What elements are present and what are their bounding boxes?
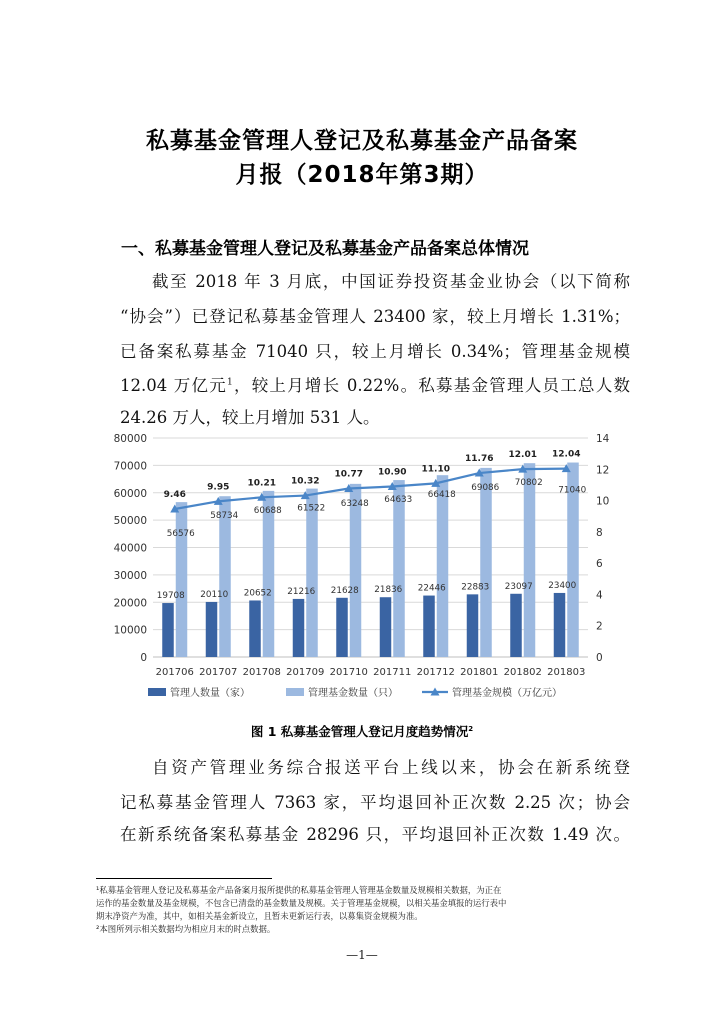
right-axis-tick-label: 0 — [596, 652, 603, 664]
bar-managers-201707 — [206, 602, 218, 657]
legend-label-managers: 管理人数量（家） — [170, 688, 250, 699]
data-label-funds: 69086 — [471, 482, 500, 493]
para2-line-3: 在新系统备案私募基金 28296 只，平均退回补正次数 1.49 次。 — [120, 825, 630, 844]
right-axis-tick-label: 14 — [596, 433, 610, 445]
trend-chart — [108, 428, 618, 718]
bar-managers-201709 — [293, 599, 305, 657]
data-label-funds: 63248 — [340, 498, 369, 509]
left-axis-tick-label: 70000 — [113, 460, 147, 473]
left-axis-tick-label: 40000 — [113, 542, 147, 555]
data-label-funds: 58734 — [210, 511, 239, 522]
right-axis-tick-label: 8 — [596, 526, 603, 539]
bar-managers-201801 — [467, 594, 479, 657]
footnote-2: ²本图所列示相关数据均为相应月末的时点数据。 — [96, 924, 276, 934]
page-number: —1— — [346, 948, 378, 962]
para1-line-2: “协会”）已登记私募基金管理人 23400 家，较上月增长 1.31%； — [120, 307, 630, 326]
x-tick-label: 201801 — [460, 667, 499, 678]
x-tick-label: 201803 — [547, 667, 586, 678]
bar-funds-201801 — [480, 468, 492, 657]
data-label-managers: 20110 — [200, 589, 229, 600]
legend-label-scale: 管理基金规模（万亿元） — [452, 688, 562, 699]
para1-line-4-a: 12.04 万亿元 — [120, 376, 227, 395]
bar-managers-201710 — [336, 598, 348, 657]
para1-line-4 — [120, 372, 630, 396]
data-label-scale: 12.01 — [508, 450, 537, 461]
bar-funds-201711 — [393, 480, 405, 657]
left-axis-tick-label: 60000 — [113, 487, 147, 500]
figure-caption-text: 图 1 私募基金管理人登记月度趋势情况 — [250, 724, 469, 739]
data-label-funds: 70802 — [514, 478, 543, 489]
left-axis-tick-label: 10000 — [113, 624, 147, 637]
bar-managers-201711 — [380, 597, 392, 657]
data-label-managers: 20652 — [243, 588, 272, 599]
footnote-ref-2: 2 — [468, 724, 474, 733]
legend-label-funds: 管理基金数量（只） — [308, 688, 398, 699]
report-title-line-2: 月报（2018年第3期） — [235, 162, 489, 188]
data-label-scale: 9.95 — [207, 482, 230, 493]
x-tick-label: 201712 — [416, 667, 455, 678]
data-label-funds: 61522 — [297, 503, 326, 514]
para2-line-2: 记私募基金管理人 7363 家，平均退回补正次数 2.25 次；协会 — [120, 793, 630, 812]
legend-swatch-funds — [286, 688, 304, 696]
x-tick-label: 201710 — [329, 667, 368, 678]
left-axis-tick-label: 20000 — [113, 597, 147, 610]
footnote-1-line-2: 运作的基金数量及基金规模，不包含已清盘的基金数量及规模。关于管理基金规模，以相关基金填报的运行表中 — [96, 898, 507, 908]
data-label-scale: 10.32 — [291, 476, 320, 487]
data-label-managers: 23097 — [504, 581, 533, 592]
bar-funds-201706 — [176, 502, 188, 657]
para2-line-1: 自资产管理业务综合报送平台上线以来，协会在新系统登 — [152, 758, 630, 777]
data-label-funds: 56576 — [166, 529, 195, 540]
para1-line-4-b: ，较上月增长 0.22%。私募基金管理人员工总人数 — [232, 376, 630, 395]
data-label-scale: 10.77 — [334, 469, 363, 480]
data-label-funds: 66418 — [427, 490, 456, 501]
data-label-managers: 21216 — [287, 586, 316, 597]
data-label-managers: 21628 — [330, 585, 359, 596]
bar-managers-201708 — [249, 600, 261, 657]
data-label-scale: 11.76 — [465, 454, 494, 465]
x-tick-label: 201708 — [242, 667, 281, 678]
data-label-managers: 22446 — [417, 583, 446, 594]
data-label-managers: 19708 — [156, 591, 185, 602]
bar-managers-201706 — [162, 603, 174, 657]
data-label-funds: 71040 — [558, 485, 587, 496]
bar-managers-201802 — [510, 594, 522, 657]
x-tick-label: 201709 — [286, 667, 325, 678]
right-axis-tick-label: 4 — [596, 589, 603, 602]
data-label-scale: 10.90 — [378, 467, 407, 478]
right-axis-tick-label: 12 — [596, 464, 610, 477]
x-tick-label: 201706 — [155, 667, 194, 678]
left-axis-tick-label: 0 — [140, 652, 147, 664]
bar-funds-201712 — [437, 475, 449, 657]
para1-line-1: 截至 2018 年 3 月底，中国证券投资基金业协会（以下简称 — [152, 272, 630, 291]
legend-swatch-managers — [148, 688, 166, 696]
figure-caption — [0, 722, 724, 740]
data-label-managers: 23400 — [548, 580, 577, 591]
footnote-1-line-1: ¹私募基金管理人登记及私募基金产品备案月报所提供的私募基金管理人管理基金数量及规模相关数据，为正在 — [96, 885, 502, 895]
bar-managers-201712 — [423, 596, 435, 657]
data-label-scale: 12.04 — [552, 449, 581, 460]
footnote-ref-1: 1 — [226, 377, 233, 388]
right-axis-tick-label: 6 — [596, 558, 603, 571]
bar-managers-201803 — [554, 593, 566, 657]
para1-line-5: 24.26 万人，较上月增加 531 人。 — [120, 408, 380, 427]
data-label-scale: 11.10 — [421, 464, 450, 475]
x-tick-label: 201711 — [373, 667, 412, 678]
bar-funds-201710 — [350, 484, 362, 657]
footnote-divider — [96, 878, 272, 879]
data-label-scale: 9.46 — [163, 490, 186, 501]
bar-funds-201802 — [524, 463, 536, 657]
left-axis-tick-label: 80000 — [113, 433, 147, 445]
bar-funds-201709 — [306, 489, 318, 657]
x-tick-label: 201802 — [503, 667, 542, 678]
right-axis-tick-label: 2 — [596, 620, 603, 633]
data-label-funds: 64633 — [384, 495, 413, 506]
data-label-funds: 60688 — [253, 505, 282, 516]
section-heading: 一、私募基金管理人登记及私募基金产品备案总体情况 — [121, 239, 529, 259]
right-axis-tick-label: 10 — [596, 495, 610, 508]
left-axis-tick-label: 50000 — [113, 515, 147, 528]
para1-line-3: 已备案私募基金 71040 只，较上月增长 0.34%；管理基金规模 — [120, 342, 630, 361]
left-axis-tick-label: 30000 — [113, 569, 147, 582]
x-tick-label: 201707 — [199, 667, 238, 678]
report-title-line-1: 私募基金管理人登记及私募基金产品备案 — [146, 128, 578, 154]
footnote-1-line-3: 期末净资产为准，其中，如相关基金新设立，且暂未更新运行表，以募集资金规模为准。 — [96, 911, 423, 921]
data-label-scale: 10.21 — [247, 478, 276, 489]
data-label-managers: 22883 — [461, 582, 490, 593]
scale-line — [175, 469, 567, 509]
data-label-managers: 21836 — [374, 585, 403, 596]
